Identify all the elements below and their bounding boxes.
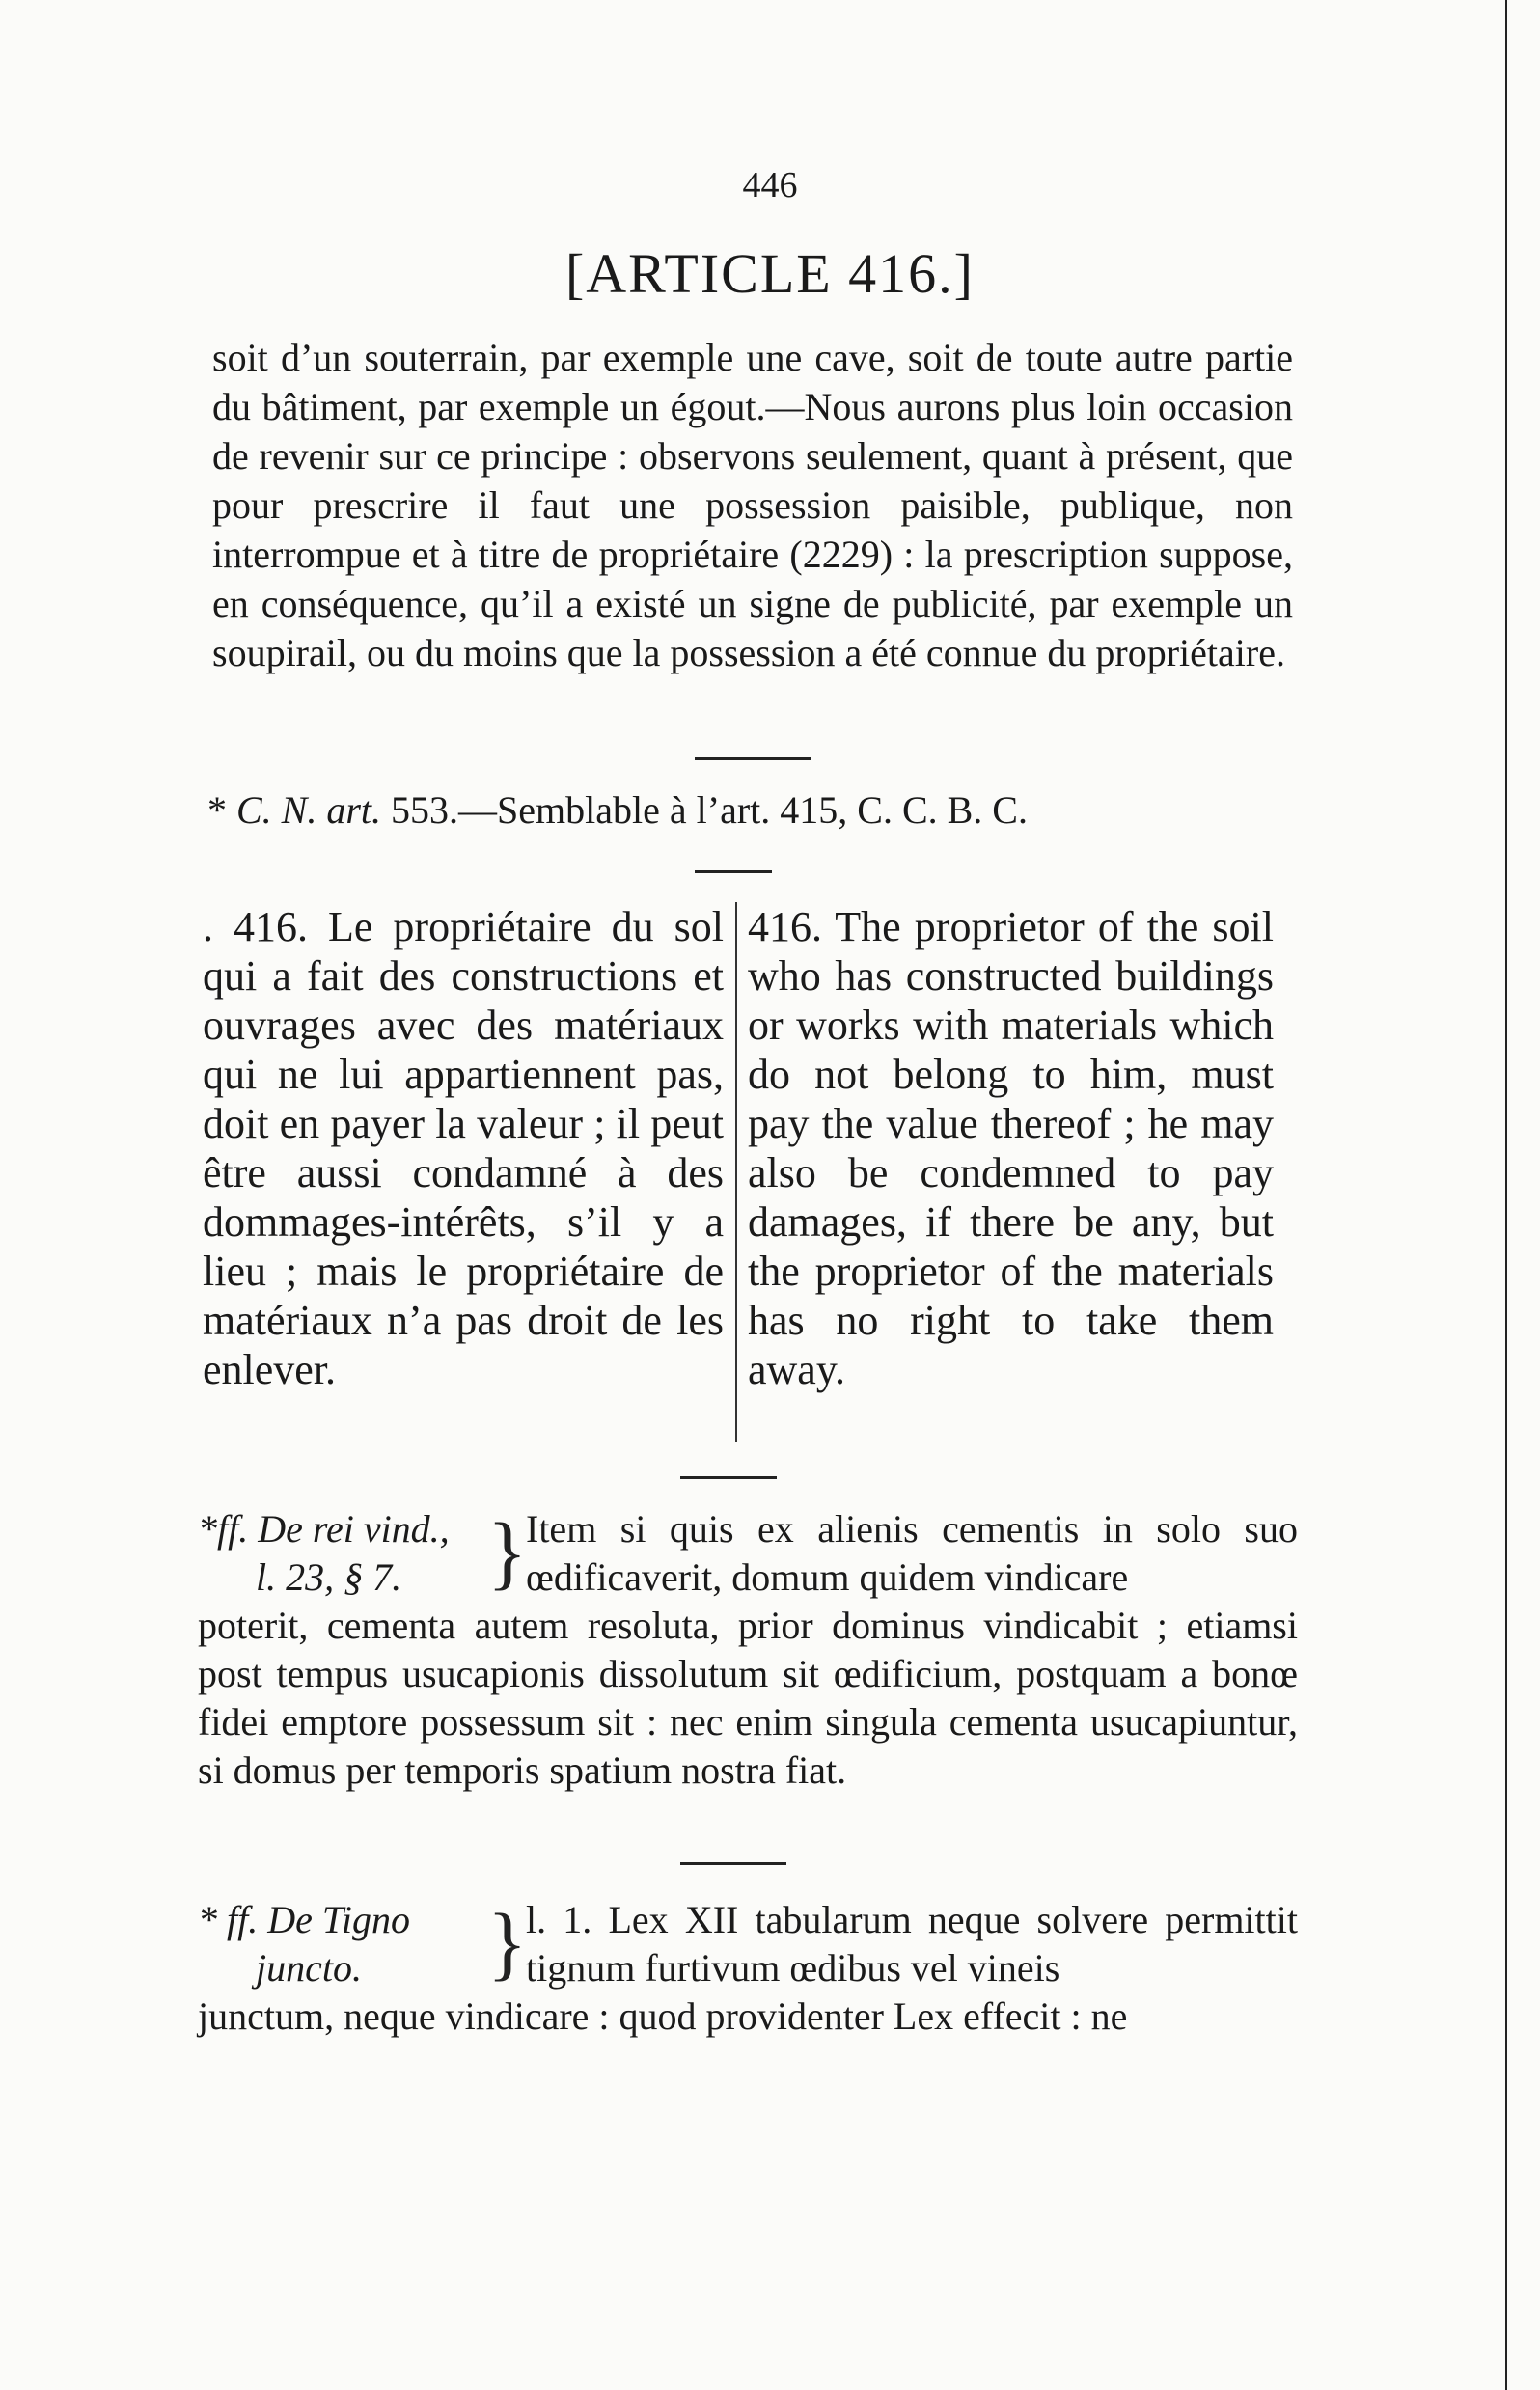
latin-gloss-1: [198, 1505, 1298, 1795]
continuation-paragraph: soit d’un souterrain, par exemple une cave, soit de toute autre partie du bâtiment, par exemple un égout.—Nous aurons plus loin occasion de revenir sur ce principe : observons seulement, quant à présent, que pour prescrire il faut une possession paisible, publique, non interrompue et à titre de propriétaire (2229) : la prescription suppose, en conséquence, qu’il a existé un signe de publicité, par exemple un soupirail, ou du moins que la possession a été connue du propriétaire.: [212, 336, 1293, 674]
separator-rule: [680, 1862, 786, 1865]
article-header: [ARTICLE 416.]: [564, 242, 975, 305]
gloss-text: junctum, neque vindicare : quod providenter Lex effecit : ne: [198, 1994, 1128, 2038]
latin-gloss-2: [198, 1896, 1298, 2041]
article-french-column: . 416. Le propriétaire du sol qui a fait des constructions et ouvrages avec des matériaux qui ne lui appartiennent pas, doit en payer la valeur ; il peut être aussi condamné à des dommages-intérêts, s’il y a lieu ; mais le propriétaire de matériaux n’a pas droit de les enlever.: [203, 903, 724, 1393]
gloss-source-line: * ff. De Tigno: [198, 1898, 411, 1941]
page-number: 446: [742, 165, 798, 206]
separator-rule: [695, 757, 811, 760]
gloss-first-lines: Item si quis ex alienis cementis in solo suo œdificaverit, domum quidem vindicare: [526, 1507, 1298, 1599]
reference-prefix: *: [207, 788, 236, 832]
brace-glyph: }: [487, 1896, 528, 1989]
article-english-column: 416. The proprietor of the soil who has constructed buildings or works with materials which do not belong to him, must pay the value thereof ; he may also be condemned to pay damages, if there be any, but the proprietor of the materials has no right to take them away.: [748, 903, 1274, 1393]
code-reference: [207, 786, 1028, 835]
page-edge-line: [1505, 0, 1507, 2390]
reference-text: 553.—Semblable à l’art. 415, C. C. B. C.: [381, 788, 1028, 832]
gloss-text: poterit, cementa autem resoluta, prior dominus vindicabit ; etiamsi post tempus usucapionis dissolutum sit œdificium, postquam a bonœ fidei emptore possessum sit : nec enim singula cementa usucapiuntur, si domus per temporis spatium nostra fiat.: [198, 1604, 1298, 1792]
reference-italic: C. N. art.: [236, 788, 382, 832]
gloss-source-line: *ff. De rei vind.,: [198, 1507, 450, 1551]
brace-glyph: }: [487, 1505, 528, 1598]
separator-rule: [680, 1476, 777, 1479]
gloss-source: [198, 1896, 487, 1992]
separator-rule: [695, 870, 772, 873]
gloss-source-line: juncto.: [256, 1946, 362, 1990]
gloss-first-lines: l. 1. Lex XII tabularum neque solvere permittit tignum furtivum œdibus vel vineis: [526, 1898, 1298, 1990]
gloss-source-line: l. 23, § 7.: [256, 1555, 402, 1599]
gloss-source: [198, 1505, 487, 1602]
column-divider: [735, 902, 737, 1442]
